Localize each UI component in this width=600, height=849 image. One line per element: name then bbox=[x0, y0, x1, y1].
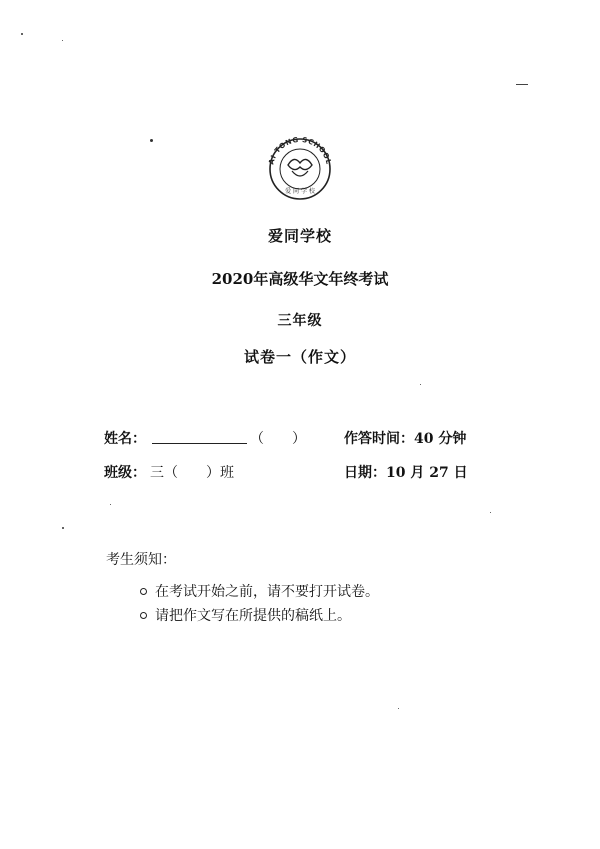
scan-speck bbox=[62, 527, 64, 529]
scan-mark bbox=[516, 84, 528, 85]
exam-title: 2020年高级华文年终考试 bbox=[211, 270, 389, 288]
notice-item-text: 请把作文写在所提供的稿纸上。 bbox=[155, 608, 351, 624]
index-number-brackets: （ ） bbox=[250, 431, 306, 447]
time-allowed: 作答时间：40 分钟 bbox=[344, 431, 467, 447]
notice-item bbox=[140, 579, 379, 603]
svg-text:AI TONG SCHOOL: AI TONG SCHOOL bbox=[267, 135, 333, 166]
bullet-icon bbox=[140, 588, 147, 595]
name-blank-line bbox=[152, 443, 247, 444]
grade-level: 三年级 bbox=[277, 313, 323, 329]
name-label: 姓名： bbox=[104, 431, 146, 447]
notice-item bbox=[140, 603, 379, 627]
scan-speck bbox=[62, 40, 63, 41]
school-name: 爱同学校 bbox=[267, 227, 332, 245]
scan-speck bbox=[398, 708, 399, 709]
school-crest-logo bbox=[262, 131, 338, 201]
scan-speck bbox=[110, 504, 111, 505]
svg-text:爱 同 学 校: 爱 同 学 校 bbox=[285, 188, 315, 195]
notice-item-text: 在考试开始之前，请不要打开试卷。 bbox=[155, 584, 379, 600]
scan-speck bbox=[490, 512, 491, 513]
scan-speck bbox=[420, 384, 421, 385]
scan-speck bbox=[150, 139, 153, 142]
notice-list bbox=[140, 579, 379, 627]
notice-title: 考生须知： bbox=[106, 552, 176, 568]
class-value: 三（ ）班 bbox=[150, 465, 234, 481]
scan-speck bbox=[21, 33, 23, 35]
exam-date: 日期：10 月 27 日 bbox=[344, 465, 468, 481]
bullet-icon bbox=[140, 612, 147, 619]
paper-title: 试卷一（作文） bbox=[243, 348, 356, 366]
class-label: 班级： bbox=[104, 465, 146, 481]
